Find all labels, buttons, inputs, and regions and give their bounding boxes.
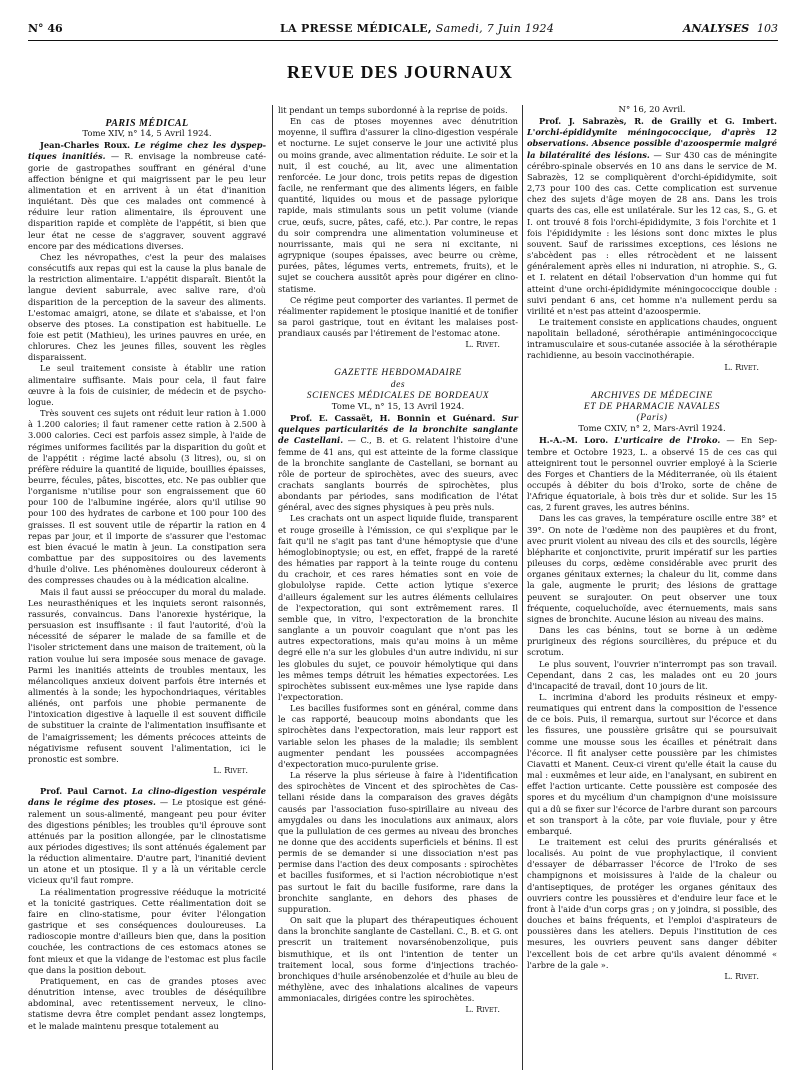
column-1: [28, 118, 266, 1032]
article-paragraph: Le plus souvent, l'ouvrier n'interrompt pas son travail. Cependant, dans 2 cas, les malades ont eu 20 jours d'incapacité de travail, dont 10 jours de lit.: [527, 658, 777, 691]
article-paragraph: On sait que la plupart des thérapeutiques échouent dans la bronchite sanglante de Castellani. C., B. et G. ont prescrit un traitement novarsénobenzolique, puis bismuthique, et ils ont l'intention de tenter un traitement local, sous forme d'injections trachéobronchiques d'huile arsénobenzolée et d'huile au bleu de méthylène, avec des inhalations alcalines de vapeurs ammoniacales, dirigées contre les spirochètes.: [278, 915, 518, 1004]
article-paragraph: lit pendant un temps subordonné à la reprise de poids.: [278, 105, 508, 115]
column-3: [527, 105, 777, 982]
article-text: — En Septembre et Octobre 1923, L. a observé 15 de ces cas qui atteignirent tout le personnel ouvrier employé à la Scierie des Forges et Chantiers de la Méditerranée, où ils étaient occupés à débiter du bois d'Iroko, sorte de chêne de l'Afrique équatoriale, à bois très dur et solide. Sur les 15 cas, 2 furent graves, les autres bénins.: [527, 435, 777, 513]
article-paragraph: Très souvent ces sujets ont réduit leur ration à 1.000 à 1.200 calories; il faut ramener cette ration à 2.500 à 3.000 calories. Ceci est parfois assez simple, à l'aide de régimes uniformes facilités par la disparition du goût et de l'appétit : régime lacté absolu (3 litres), ou, si on préfère réduire la quantité de liquide, bouillies épaisses, beurre, fécules, pâtes, biscottes, etc. Ne pas oublier que l'organisme n'utilise pour son engraissement que 60 pour 100 de l'albumine ingérée, alors qu'il utilise 90 pour 100 des hydrates de carbone et 100 pour 100 des graisses. Il est souvent utile de répartir la ration en 4 repas par jour, et il importe de s'assurer que l'estomac est bien évacué le matin à jeun. La constipation sera combattue par des suppositoires ou des lavements d'huile d'olive. Les phénomènes douloureux céderont à des compresses chaudes ou à la médication alcaline.: [28, 408, 266, 586]
section-label: [683, 22, 778, 35]
revue-title: REVUE DES JOURNAUX: [286, 62, 514, 82]
article-paragraph: La réalimentation progressive rééduque la motricité et la tonicité gastriques. Cette réalimentation doit se faire en clino-statisme, pour éviter l'élongation gastrique et ses conséquences douloureuses. La radioscopie montre d'ailleurs bien que, dans la position couchée, les contractions de ces estomacs atones se font mieux et que la vidange de l'estomac est plus facile que dans la position debout.: [28, 886, 266, 975]
article-paragraph: Le traitement consiste en applications chaudes, onguent napolitain belladoné, sérothérapie antiméningococcique intramusculaire et sous-cutanée associée à la sérothérapie rachidienne, au besoin vaccinothérapie.: [527, 316, 777, 361]
column-divider: [522, 105, 523, 1070]
page-header: [28, 22, 778, 41]
article-paragraph: [527, 435, 777, 513]
article-author: Prof. E. Cassaët, H. Bonnin et Guénard.: [290, 413, 496, 424]
column-2: [278, 105, 518, 1016]
signature: L. Rivet.: [465, 339, 500, 350]
journal-title: des: [390, 379, 406, 390]
article-paragraph: Ce régime peut comporter des variantes. Il permet de réalimenter rapidement le ptosique inanitié et de tonifier sa paroi gastrique, tout en évitant les malaises post-prandiaux causés par l'étirement de l'estomac atone.: [278, 294, 518, 339]
page-number: 103: [757, 22, 778, 35]
column-divider: [272, 105, 273, 1070]
signature: L. Rivet.: [724, 361, 759, 372]
article-title: L'urticaire de l'Iroko.: [614, 435, 721, 446]
tome-line: Tome VL, n° 15, 13 Avril 1924.: [331, 401, 465, 412]
journal-title: ARCHIVES DE MÉDECINE: [591, 390, 713, 401]
issue-date: Samedi, 7 Juin 1924: [431, 22, 555, 35]
article-paragraph: Les crachats ont un aspect liquide fluide, transparent et rouge groseille à l'émission, ce qui s'explique par le fait qu'il ne s'agit pas tant d'une hémoptysie que d'une hémoglobinoptysie; ou est, en effet, frappé de la rareté des hématies par rapport à la teinte rouge du contenu du crachoir, et ces rares hématies sont en voie de globulolyse rapide. Cette action lytique s'exerce d'ailleurs également sur les autres éléments cellulaires de l'expectoration, qui sont extrêmement rares. Il semble que, in vitro, l'expectoration de la bronchite sanglante a un pouvoir coagulant que n'ont pas les autres expectorations, mais qu'au moins à un même degré elle n'a sur les globules d'un autre individu, ni sur les globules du sujet, ce pouvoir hémolytique qui dans les mêmes temps détruit les hématies expectorées. Les spirochètes subissent eux-mêmes une lyse rapide dans l'expectoration.: [278, 513, 518, 702]
journal-title: PARIS MÉDICAL: [105, 118, 189, 129]
article-title: La clino-digestion vespérale dans le régime des ptoses.: [28, 786, 267, 808]
article-title: L'orchi-épididymite méningococcique, d'après 12 observations. Absence possible d'azoospermie malgré la bilatéralité des lésions.: [527, 127, 777, 160]
article-paragraph: Les bacilles fusiformes sont en général, comme dans le cas rapporté, beaucoup moins abondants que les spirochètes dans l'expectoration, mais leur rapport est variable selon les phases de la maladie; ils semblent augmenter pendant les poussées accompagnées d'expectoration muco-purulente grise.: [278, 703, 518, 769]
journal-title: (Paris): [636, 413, 668, 424]
article-text: — C., B. et G. relatent l'histoire d'une femme de 41 ans, qui est atteinte de la forme classique de la bronchite sanglante de Castellani, se bornant au rôle de porteur de spirochètes, avec des sueurs, avec crachats sanglants bourrés de spirochètes, plus abondants par périodes, sans modification de l'état général, avec des signes physiques à peu près nuls.: [278, 435, 519, 513]
article-paragraph: Pratiquement, en cas de grandes ptoses avec dénutrition intense, avec troubles de déséquilibre abdominal, avec retentissement nerveux, le clinostatisme devra être complet pendant assez longtemps, et le malade maintenu presque totalement au: [28, 975, 266, 1031]
article-paragraph: Chez les névropathes, c'est la peur des malaises consécutifs aux repas qui est la cause la plus banale de la restriction alimentaire. L'appétit disparaît. Bientôt la langue devient saburrale, avec salive rare, d'où disparition de la perception de la saveur des aliments. L'estomac amaigri, atone, se dilate et s'abaisse, et l'on observe des ptoses. La constipation est habituelle. Le foie est petit (Mathieu), les urines pauvres en urée, en chlorures. Chez les jeunes filles, souvent les règles disparaissent.: [28, 251, 266, 363]
signature: L. Rivet.: [465, 1004, 500, 1015]
article-title: Le régime chez les dyspeptiques inanitiés.: [28, 140, 267, 162]
article-author: Prof. J. Sabrazès, R. de Grailly et G. Imbert.: [539, 116, 777, 127]
article-paragraph: Mais il faut aussi se préoccuper du moral du malade. Les neurasthéniques et les inquiets seront raisonnés, rassurés, convaincus. Dans l'anorexie hystérique, la persuasion est insuffisante : il faut l'autorité, d'où la nécessité de séparer le malade de sa famille et de l'isoler strictement dans une maison de traitement, où la ration voulue lui sera imposée sous menace de gavage. Parmi les inanitiés atteints de troubles mentaux, les mélancoliques anxieux doivent parfois être internés et alimentés à la sonde; les hypochondriaques, véritables aliénés, ont parfois une phobie permanente de l'intoxication digestive à laquelle il est souvent difficile de substituer la crainte de l'alimentation insuffisante et de l'amaigrissement; les déments précoces atteints de négativisme refusent souvent l'alimentation, ici le pronostic est sombre.: [28, 586, 266, 764]
article-author: Prof. Paul Carnot.: [40, 786, 128, 797]
issue-number: N° 46: [28, 22, 63, 35]
signature: L. Rivet.: [213, 765, 248, 776]
article-paragraph: [28, 786, 266, 886]
article-text: — R. envisage la nombreuse catégorie de gastropathes souffrant en général d'une affection bénigne et qui maigrissent par le peu leur alimentation et en arrivent à un état d'inanition inquiétant. Dès que ces malades ont commencé à réduire leur ration alimentaire, ils éprouvent une disparition rapide et complète de l'appétit, si bien que leur état ne cesse de s'aggraver, souvent aggravé encore par des médications diverses.: [28, 151, 266, 251]
article-paragraph: L. incrimina d'abord les produits résineux et empyreumatiques qui entrent dans la composition de l'essence de ce bois. Puis, il remarqua, surtout sur l'écorce et dans les fissures, une poussière grisâtre qui se poursuivait comme une mousse sous les écailles et pénétrait dans l'écorce. Il fit analyser cette poussière par les chimistes Ciavatti et Manent. Ceux-ci virent qu'elle était la cause du mal : euxmêmes et leur aide, en l'analysant, en subirent en effet l'action urticante. Cette poussière est composée des spores et du mycélium d'un champignon d'une moisissure qui a dû se fixer sur l'écorce de l'arbre durant son parcours et son transport à la côte, par voie fluviale, pour y être embarqué.: [527, 691, 777, 836]
journal-heading: [280, 22, 554, 35]
section-name: ANALYSES: [682, 22, 750, 35]
article-paragraph: La réserve la plus sérieuse à faire à l'identification des spirochètes de Vincent et des spirochètes de Castellani réside dans la comparaison des graves dégâts causés par l'association fuso-spirillaire au niveau des amygdales ou dans les inoculations aux animaux, alors que la pullulation de ces germes au niveau des bronches ne donne que des accidents superficiels et bénins. Il est permis de se demander si une dissociation n'est pas permise dans l'action des deux composants : spirochètes et bacilles fusiformes, et si l'action nécrobiotique n'est pas surtout le fait du bacille fusiforme, rare dans la bronchite sanglante, en dehors des phases de suppuration.: [278, 770, 518, 914]
tome-line: Tome CXIV, n° 2, Mars-Avril 1924.: [578, 424, 726, 435]
signature: L. Rivet.: [724, 970, 759, 981]
article-text: — Le ptosique est généralement un sous-alimenté, mangeant peu pour éviter des digestions pénibles; les troubles qu'il éprouve sont atténués par la position allongée, par le clinostatisme aux périodes digestives; ils sont atténués également par la réduction alimentaire. D'autre part, l'inanitié devient un atone et un ptosique. Il y a là un véritable cercle vicieux qu'il faut rompre.: [28, 797, 266, 886]
tome-line: N° 16, 20 Avril.: [618, 105, 686, 115]
journal-title: SCIENCES MÉDICALES DE BORDEAUX: [306, 390, 490, 401]
article-paragraph: En cas de ptoses moyennes avec dénutrition moyenne, il suffira d'assurer la clino-digestion vespérale et nocturne. Le sujet conserve le jour une activité plus ou moins grande, avec alimentation réduite. Le soir et la nuit, il est couché, au lit, avec une alimentation renforcée. Le jour donc, trois petits repas de digestion facile, ne renfermant que des aliments légers, en faible quantité, liquides ou mous et de passage pylorique rapide, mais stimulants sous un petit volume (viande crue, œufs, sucre, pâtes, café, etc.). Par contre, le repas du soir comprendra une alimentation volumineuse et nourrissante, mais qui ne sera ni excitante, ni agrypnique (soupes épaisses, avec beurre ou crème, purées, pâtes, légumes verts, entremets, fruits), et le sujet se couchera aussitôt après pour digérer en clinostatisme.: [278, 116, 518, 294]
journal-title: ET DE PHARMACIE NAVALES: [583, 401, 721, 412]
journal-title: GAZETTE HEBDOMADAIRE: [334, 368, 462, 379]
journal-name: LA PRESSE MÉDICALE,: [280, 22, 432, 35]
article-title: Sur quelques particularités de la bronchite sanglante de Castellani.: [278, 413, 518, 446]
article-author: H.-A.-M. Loro.: [539, 435, 609, 446]
article-paragraph: Dans les cas bénins, tout se borne à un œdème prurigineux des régions sourcilières, du prépuce et du scrotum.: [527, 625, 777, 658]
article-author: Jean-Charles Roux.: [40, 140, 131, 151]
article-paragraph: Le seul traitement consiste à établir une ration alimentaire suffisante. Mais pour cela, il faut faire œuvre à la fois de cuisinier, de médecin et de psychologue.: [28, 363, 266, 407]
article-paragraph: Dans les cas graves, la température oscille entre 38° et 39°. On note de l'œdème non des paupières et du front, avec prurit violent au niveau des cils et des sourcils, légère blépharite et conjonctivite, prurit impératif sur les parties pileuses du corps, œdème considérable avec prurit des organes génitaux externes; la chaleur du lit, comme dans la gale, augmente le prurit; des lésions de grattage peuvent se surajouter. On peut observer une toux fréquente, coqueluchoïde, avec éternuements, mais sans signes de bronchite. Aucune lésion au niveau des mains.: [527, 513, 777, 624]
article-paragraph: [527, 116, 777, 317]
tome-line: Tome XIV, n° 14, 5 Avril 1924.: [82, 129, 212, 140]
article-paragraph: Le traitement est celui des prurits généralisés et localisés. Au point de vue prophylactique, il convient d'essayer de débarrasser l'écorce de l'Iroko de ses champignons et moisissures à l'aide de la chaleur ou d'antiseptiques, de protéger les organes génitaux des ouvriers contre les poussières et d'enduire leur face et le front à l'aide d'un corps gras ; on y joindra, si possible, des douches et bains fréquents, et l'emploi d'aspirateurs de poussières dans les ateliers. Depuis l'institution de ces mesures, les ouvriers peuvent sans danger débiter l'excellent bois de cet arbre qu'ils avaient dénommé « l'arbre de la gale ».: [527, 837, 777, 970]
article-paragraph: [278, 413, 518, 513]
article-paragraph: [28, 140, 266, 252]
article-text: — Sur 430 cas de méningite cérébro-spinale observés en 10 ans dans le service de M. Sabrazès, 12 se compliquèrent d'orchi-épididymite, soit 2,73 pour 100 des cas. Cette complication est survenue chez des sujets d'âge moyen de 28 ans. Dans les trois quarts des cas, elle est unilatérale. Sur les 12 cas, S., G. et I. ont trouvé 8 fois l'orchi-épididymite, 3 fois l'orchite et 1 fois l'épididymite : les lésions sont donc mixtes le plus souvent. Sauf de rarissimes exceptions, ces lésions ne s'abcèdent pas : elles rétrocèdent et ne laissent généralement après elles ni induration, ni atrophie. S., G. et I. relatent en détail l'observation d'un homme qui fut atteint d'une orchi-épididymite méningococcique double : suivi pendant 6 ans, cet homme n'a nullement perdu sa virilité et n'est pas atteint d'azoospermie.: [527, 149, 778, 316]
